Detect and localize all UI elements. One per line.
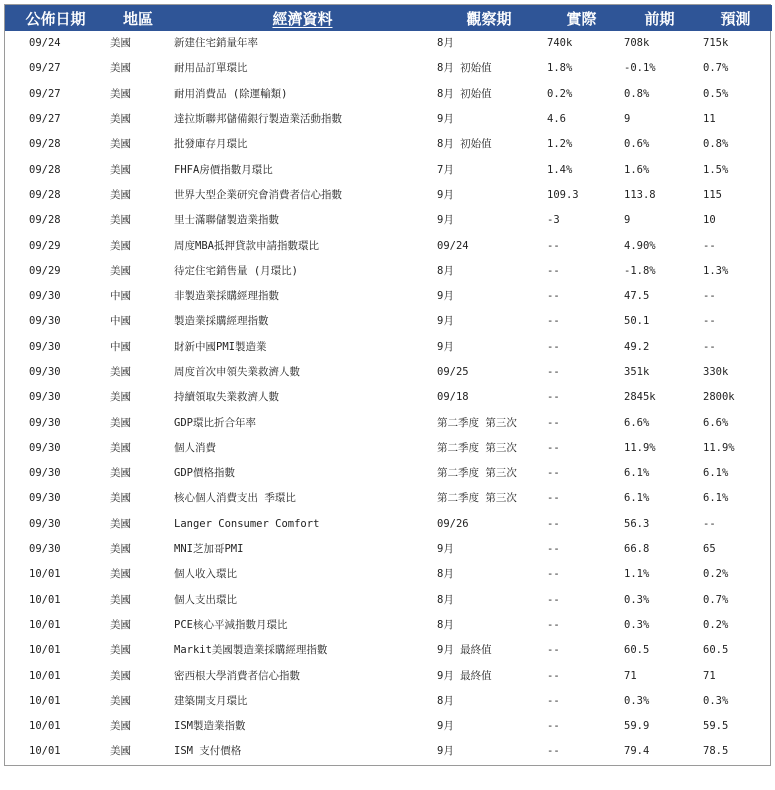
cell-region: 美國 [110,593,131,606]
cell-forecast: 71 [703,669,716,682]
cell-date: 09/29 [29,264,61,277]
cell-previous: 1.6% [624,163,650,176]
cell-date: 09/24 [29,37,61,50]
table-row [5,739,772,764]
period-text: 8月 初始值 [437,62,492,75]
cell-previous: 49.2 [624,340,650,353]
cell-actual: -- [547,290,560,303]
table-row [5,259,772,284]
cell-previous: 6.6% [624,416,650,429]
header-region: 地區 [106,5,170,31]
cell-forecast: 78.5 [703,745,729,758]
cell-actual: 1.4% [547,163,573,176]
period-text: 09/18 [437,391,469,404]
cell-previous: 6.1% [624,492,650,505]
cell-actual: -- [547,543,560,556]
cell-economic-data: 世界大型企業研究會消費者信心指數 [174,188,342,201]
cell-period [435,132,543,157]
cell-economic-data: 新建住宅銷量年率 [174,37,258,50]
table-row [5,56,772,81]
cell-actual: -3 [547,214,560,227]
cell-previous: 66.8 [624,543,650,556]
cell-previous: 47.5 [624,290,650,303]
table-row [5,284,772,309]
cell-previous: 0.3% [624,618,650,631]
period-text: 8月 [437,593,454,606]
cell-period [435,233,543,258]
cell-period [435,537,543,562]
cell-date: 09/30 [29,467,61,480]
period-text: 09/26 [437,517,469,530]
cell-previous: 2845k [624,391,656,404]
cell-forecast: 6.1% [703,467,729,480]
cell-forecast: 2800k [703,391,735,404]
cell-region: 中國 [110,315,131,328]
cell-actual: 1.2% [547,138,573,151]
cell-region: 美國 [110,416,131,429]
cell-previous: 6.1% [624,467,650,480]
cell-actual: -- [547,517,560,530]
cell-economic-data: 待定住宅銷售量 (月環比) [174,264,298,277]
cell-actual: 4.6 [547,113,566,126]
table-row [5,385,772,410]
cell-economic-data: PCE核心平減指數月環比 [174,618,288,631]
cell-region: 美國 [110,745,131,758]
cell-actual: -- [547,441,560,454]
cell-economic-data: 非製造業採購經理指數 [174,290,279,303]
cell-actual: -- [547,745,560,758]
cell-previous: 4.90% [624,239,656,252]
cell-period [435,82,543,107]
period-text: 9月 最終值 [437,644,492,657]
cell-actual: -- [547,239,560,252]
period-text: 9月 [437,188,454,201]
cell-actual: -- [547,391,560,404]
cell-previous: 59.9 [624,720,650,733]
cell-previous: 0.3% [624,694,650,707]
table-row [5,689,772,714]
table-row [5,335,772,360]
cell-economic-data: 財新中國PMI製造業 [174,340,267,353]
cell-forecast: 0.7% [703,62,729,75]
cell-date: 09/27 [29,113,61,126]
cell-forecast: 6.1% [703,492,729,505]
cell-previous: 71 [624,669,637,682]
cell-actual: -- [547,720,560,733]
header-row [5,5,772,31]
period-text: 8月 初始值 [437,138,492,151]
cell-economic-data: Markit美國製造業採購經理指數 [174,644,328,657]
cell-date: 10/01 [29,720,61,733]
cell-previous: -0.1% [624,62,656,75]
cell-region: 美國 [110,37,131,50]
cell-region: 美國 [110,366,131,378]
cell-economic-data: 製造業採購經理指數 [174,315,269,328]
cell-forecast: 6.6% [703,416,729,429]
cell-date: 09/27 [29,87,61,100]
cell-date: 09/30 [29,290,61,303]
cell-economic-data: 密西根大學消費者信心指數 [174,669,300,682]
cell-date: 09/30 [29,391,61,404]
cell-period [435,663,543,688]
cell-economic-data: 周度MBA抵押貸款申請指數環比 [174,239,319,252]
cell-economic-data: 里士滿聯儲製造業指數 [174,214,279,227]
cell-date: 09/30 [29,416,61,429]
cell-forecast: 0.7% [703,593,729,606]
period-text: 8月 初始值 [437,87,492,100]
cell-period [435,689,543,714]
cell-forecast: 59.5 [703,720,729,733]
cell-region: 美國 [110,87,131,100]
table-row [5,31,772,56]
table-row [5,663,772,688]
table-row [5,157,772,182]
cell-period [435,512,543,537]
cell-economic-data: 個人收入環比 [174,568,237,581]
period-text: 9月 [437,214,454,227]
table-row [5,132,772,157]
cell-economic-data: FHFA房價指數月環比 [174,163,273,176]
cell-region: 美國 [110,214,131,227]
cell-actual: -- [547,568,560,581]
period-text: 9月 [437,315,454,328]
cell-forecast: 0.2% [703,618,729,631]
cell-period [435,31,543,56]
cell-previous: 0.3% [624,593,650,606]
table-row [5,461,772,486]
cell-economic-data: 核心個人消費支出 季環比 [174,492,296,505]
cell-period [435,588,543,613]
cell-previous: 708k [624,37,650,50]
cell-period [435,562,543,587]
cell-period [435,335,543,360]
cell-region: 美國 [110,669,131,682]
header-previous: 前期 [620,5,699,31]
table-row [5,410,772,435]
cell-date: 09/28 [29,163,61,176]
table-row [5,714,772,739]
cell-region: 美國 [110,644,131,657]
cell-period [435,284,543,309]
cell-period [435,183,543,208]
cell-economic-data: ISM製造業指數 [174,720,246,733]
period-text: 9月 [437,290,454,303]
cell-date: 10/01 [29,745,61,758]
cell-previous: 11.9% [624,441,656,454]
cell-economic-data: GDP環比折合年率 [174,416,256,429]
cell-forecast: 11.9% [703,441,735,454]
cell-previous: 113.8 [624,188,656,201]
cell-date: 09/30 [29,315,61,328]
cell-date: 10/01 [29,644,61,657]
cell-date: 09/30 [29,340,61,353]
cell-date: 09/30 [29,492,61,505]
cell-forecast: 1.5% [703,163,729,176]
cell-period [435,56,543,81]
cell-period [435,613,543,638]
cell-economic-data: MNI芝加哥PMI [174,543,244,556]
cell-date: 09/30 [29,517,61,530]
cell-economic-data: 耐用品訂單環比 [174,62,248,75]
table-row [5,436,772,461]
cell-region: 中國 [110,290,131,303]
cell-region: 美國 [110,188,131,201]
cell-actual: -- [547,618,560,631]
cell-actual: -- [547,593,560,606]
cell-date: 09/30 [29,441,61,454]
cell-period [435,638,543,663]
table-row [5,562,772,587]
period-text: 9月 [437,720,454,733]
period-text: 8月 [437,37,454,50]
cell-forecast: 11 [703,113,716,126]
table-row [5,537,772,562]
cell-economic-data: 批發庫存月環比 [174,138,248,151]
cell-region: 美國 [110,492,131,505]
header-economic-data: 經濟資料 [170,5,435,31]
cell-forecast: 0.8% [703,138,729,151]
cell-period [435,739,543,764]
cell-date: 10/01 [29,618,61,631]
cell-region: 美國 [110,720,131,733]
period-text: 9月 [437,340,454,353]
table-body [5,31,772,765]
cell-previous: 1.1% [624,568,650,581]
cell-economic-data: 個人消費 [174,441,216,454]
table-row [5,82,772,107]
cell-date: 09/27 [29,62,61,75]
cell-period [435,360,543,385]
cell-previous: 56.3 [624,517,650,530]
cell-period [435,309,543,334]
cell-date: 10/01 [29,593,61,606]
cell-economic-data: GDP價格指數 [174,467,235,480]
cell-forecast: 115 [703,188,722,201]
cell-period [435,107,543,132]
cell-period [435,461,543,486]
cell-actual: -- [547,264,560,277]
cell-date: 10/01 [29,669,61,682]
cell-forecast: 0.3% [703,694,729,707]
cell-economic-data: Langer Consumer Comfort [174,517,320,530]
cell-period [435,486,543,511]
cell-region: 美國 [110,467,131,480]
cell-actual: 1.8% [547,62,573,75]
cell-forecast: -- [703,340,716,353]
period-text: 第二季度 第三次 [437,492,517,505]
economic-calendar-table [5,5,772,765]
cell-period [435,410,543,435]
period-text: 8月 [437,568,454,581]
table-row [5,183,772,208]
cell-forecast: 60.5 [703,644,729,657]
table-row [5,638,772,663]
cell-forecast: -- [703,517,716,530]
cell-region: 美國 [110,441,131,454]
cell-previous: 9 [624,214,631,227]
cell-region: 美國 [110,163,131,176]
header-forecast: 預測 [699,5,772,31]
table-row [5,107,772,132]
period-text: 8月 [437,618,454,631]
period-text: 09/24 [437,239,469,252]
cell-forecast: 65 [703,543,716,556]
cell-economic-data: 個人支出環比 [174,593,237,606]
cell-forecast: 0.5% [703,87,729,100]
header-actual: 實際 [543,5,620,31]
cell-period [435,157,543,182]
cell-region: 中國 [110,340,131,353]
cell-forecast: 0.2% [703,568,729,581]
table-row [5,588,772,613]
period-text: 8月 [437,694,454,707]
cell-actual: 0.2% [547,87,573,100]
cell-previous: -1.8% [624,264,656,277]
cell-actual: -- [547,644,560,657]
table-row [5,309,772,334]
table-row [5,613,772,638]
period-text: 7月 [437,163,454,176]
period-text: 9月 [437,543,454,556]
cell-date: 09/28 [29,214,61,227]
economic-calendar-table-wrapper [4,4,771,766]
cell-region: 美國 [110,264,131,277]
header-period: 觀察期 [435,5,543,31]
cell-forecast: -- [703,315,716,328]
cell-date: 09/28 [29,188,61,201]
cell-forecast: 715k [703,37,729,50]
cell-forecast: 10 [703,214,716,227]
cell-economic-data: 周度首次申領失業救濟人數 [174,366,300,378]
period-text: 9月 [437,745,454,758]
cell-date: 10/01 [29,568,61,581]
period-text: 9月 [437,113,454,126]
cell-actual: -- [547,669,560,682]
cell-actual: 740k [547,37,573,50]
cell-previous: 60.5 [624,644,650,657]
cell-region: 美國 [110,391,131,404]
table-row [5,208,772,233]
cell-region: 美國 [110,517,131,530]
cell-economic-data: 達拉斯聯邦儲備銀行製造業活動指數 [174,113,342,126]
cell-region: 美國 [110,239,131,252]
cell-forecast: 1.3% [703,264,729,277]
cell-economic-data: 持續領取失業救濟人數 [174,391,279,404]
period-text: 09/25 [437,366,469,378]
cell-date: 10/01 [29,694,61,707]
cell-previous: 79.4 [624,745,650,758]
cell-region: 美國 [110,694,131,707]
cell-actual: -- [547,492,560,505]
period-text: 第二季度 第三次 [437,416,517,429]
cell-actual: -- [547,366,560,378]
cell-previous: 9 [624,113,631,126]
table-row [5,512,772,537]
cell-economic-data: 建築開支月環比 [174,694,248,707]
cell-region: 美國 [110,543,131,556]
cell-region: 美國 [110,113,131,126]
cell-previous: 0.6% [624,138,650,151]
cell-period [435,714,543,739]
cell-forecast: -- [703,290,716,303]
cell-region: 美國 [110,62,131,75]
cell-previous: 0.8% [624,87,650,100]
period-text: 第二季度 第三次 [437,441,517,454]
cell-actual: -- [547,467,560,480]
cell-region: 美國 [110,568,131,581]
table-row [5,486,772,511]
cell-actual: -- [547,416,560,429]
cell-actual: -- [547,340,560,353]
cell-economic-data: 耐用消費品 (除運輸類) [174,87,288,100]
cell-actual: -- [547,315,560,328]
cell-period [435,208,543,233]
period-text: 8月 [437,264,454,277]
cell-economic-data: ISM 支付價格 [174,745,242,758]
cell-previous: 351k [624,366,650,378]
table-row [5,233,772,258]
cell-date: 09/30 [29,543,61,556]
cell-period [435,259,543,284]
cell-forecast: -- [703,239,716,252]
cell-date: 09/28 [29,138,61,151]
cell-region: 美國 [110,618,131,631]
period-text: 第二季度 第三次 [437,467,517,480]
cell-previous: 50.1 [624,315,650,328]
cell-actual: -- [547,694,560,707]
cell-date: 09/29 [29,239,61,252]
period-text: 9月 最終值 [437,669,492,682]
cell-period [435,385,543,410]
cell-actual: 109.3 [547,188,579,201]
cell-period [435,436,543,461]
cell-date: 09/30 [29,366,61,378]
table-row [5,360,772,385]
cell-region: 美國 [110,138,131,151]
header-date: 公佈日期 [5,5,106,31]
cell-forecast: 330k [703,366,729,378]
